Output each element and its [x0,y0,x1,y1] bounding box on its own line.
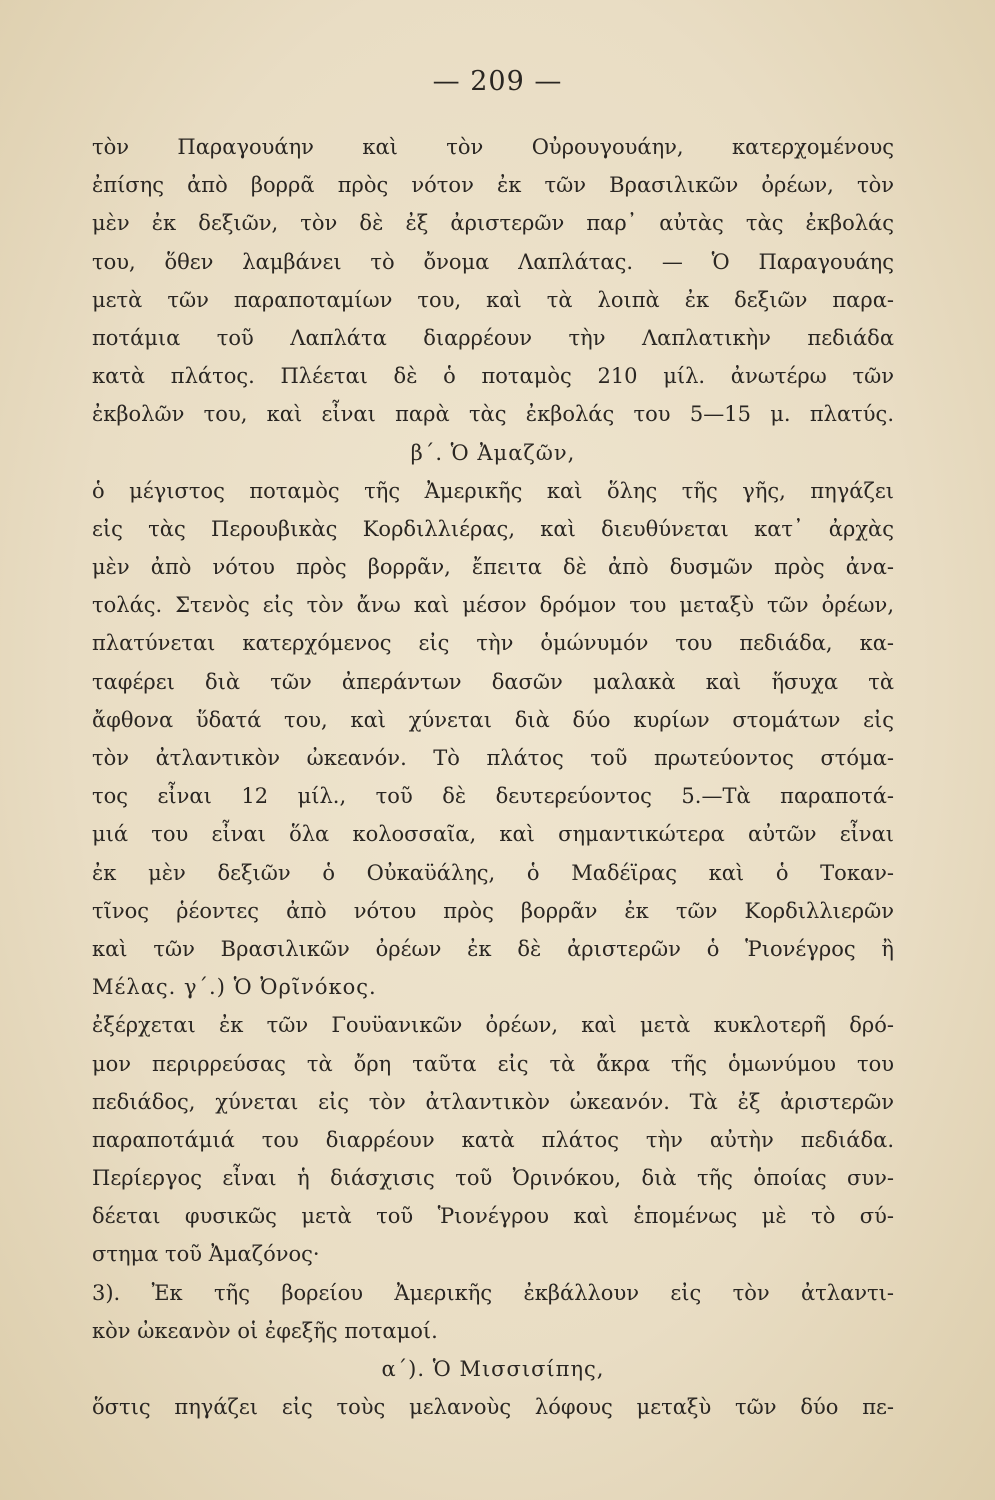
text-line: πλατύνεται κατερχόμενος εἰς τὴν ὁμώνυμόν του πεδιάδα, κα- [92,631,894,656]
text-line: παραποτάμιά του διαρρέουν κατὰ πλάτος τὴν αὐτὴν πεδιάδα. [92,1127,894,1152]
text-line: ἐκβολῶν του, καὶ εἶναι παρὰ τὰς ἐκβολάς του 5—15 μ. πλατύς. [92,402,894,427]
text-line: Περίεργος εἶναι ἡ διάσχισις τοῦ Ὀρινόκου, διὰ τῆς ὁποίας συν- [92,1166,894,1191]
text-line: πεδιάδος, χύνεται εἰς τὸν ἀτλαντικὸν ὠκεανόν. Τὰ ἐξ ἀριστερῶν [92,1089,894,1114]
text-line: κὸν ὠκεανὸν οἱ ἐφεξῆς ποταμοί. [92,1318,438,1343]
text-line: τὸν ἀτλαντικὸν ὠκεανόν. Τὸ πλάτος τοῦ πρωτεύοντος στόμα- [92,746,894,770]
text-line: ἐπίσης ἀπὸ βορρᾶ πρὸς νότον ἐκ τῶν Βρασιλικῶν ὀρέων, τὸν [92,173,894,198]
text-line: ἐξέρχεται ἐκ τῶν Γουϋανικῶν ὀρέων, καὶ μετὰ κυκλοτερῆ δρό- [92,1013,894,1038]
section-heading: Μέλας. γ΄.) Ὁ Ὀρῖνόκος. [92,975,377,1000]
text-line: ἄφθονα ὕδατά του, καὶ χύνεται διὰ δύο κυρίων στομάτων εἰς [92,707,894,732]
section-heading: α΄). Ὁ Μισσισίπης, [381,1357,605,1381]
text-line: μετὰ τῶν παραποταμίων του, καὶ τὰ λοιπὰ ἐκ δεξιῶν παρα- [92,287,894,312]
page-text [92,128,894,1426]
text-line: ὅστις πηγάζει εἰς τοὺς μελανοὺς λόφους μεταξὺ τῶν δύο πε- [92,1395,894,1420]
section-heading: β΄. Ὁ Ἀμαζῶν, [410,440,576,465]
text-line: τολάς. Στενὸς εἰς τὸν ἄνω καὶ μέσον δρόμον του μεταξὺ τῶν ὀρέων, [92,593,894,618]
text-line: ὁ μέγιστος ποταμὸς τῆς Ἀμερικῆς καὶ ὅλης τῆς γῆς, πηγάζει [92,478,894,503]
text-line: δέεται φυσικῶς μετὰ τοῦ Ῥιονέγρου καὶ ἑπομένως μὲ τὸ σύ- [92,1204,894,1229]
text-line: εἰς τὰς Περουβικὰς Κορδιλλιέρας, καὶ διευθύνεται κατ᾽ ἀρχὰς [92,516,894,541]
text-line: μὲν ἐκ δεξιῶν, τὸν δὲ ἐξ ἀριστερῶν παρ᾽ αὐτὰς τὰς ἐκβολάς [92,211,894,236]
text-line: ποτάμια τοῦ Λαπλάτα διαρρέουν τὴν Λαπλατικὴν πεδιάδα [92,325,894,350]
text-line: κατὰ πλάτος. Πλέεται δὲ ὁ ποταμὸς 210 μίλ. ἀνωτέρω τῶν [92,364,894,389]
text-line: 3). Ἐκ τῆς βορείου Ἀμερικῆς ἐκβάλλουν εἰς τὸν ἀτλαντι- [92,1280,894,1305]
text-line: καὶ τῶν Βρασιλικῶν ὀρέων ἐκ δὲ ἀριστερῶν ὁ Ῥιονέγρος ἢ [92,936,894,961]
text-line: τος εἶναι 12 μίλ., τοῦ δὲ δευτερεύοντος 5.—Τὰ παραποτά- [92,784,894,809]
text-line: μιά του εἶναι ὅλα κολοσσαῖα, καὶ σημαντικώτερα αὐτῶν εἶναι [92,822,894,847]
text-line: τῖνος ῥέοντες ἀπὸ νότου πρὸς βορρᾶν ἐκ τῶν Κορδιλλιερῶν [92,898,894,923]
text-line: μον περιρρεύσας τὰ ὄρη ταῦτα εἰς τὰ ἄκρα τῆς ὁμωνύμου του [92,1051,894,1076]
text-line: μὲν ἀπὸ νότου πρὸς βορρᾶν, ἔπειτα δὲ ἀπὸ δυσμῶν πρὸς ἀνα- [92,555,894,580]
text-line: ἐκ μὲν δεξιῶν ὁ Οὐκαϋάλης, ὁ Μαδέϊρας καὶ ὁ Τοκαν- [92,860,894,885]
text-line: ταφέρει διὰ τῶν ἀπεράντων δασῶν μαλακὰ καὶ ἥσυχα τὰ [92,669,894,694]
text-line: τὸν Παραγουάην καὶ τὸν Οὐρουγουάην, κατερχομένους [92,135,894,159]
page-number: — 209 — [432,66,563,97]
text-line: του, ὅθεν λαμβάνει τὸ ὄνομα Λαπλάτας. — Ὁ Παραγουάης [92,249,894,274]
text-line: στημα τοῦ Ἀμαζόνος· [92,1242,320,1267]
